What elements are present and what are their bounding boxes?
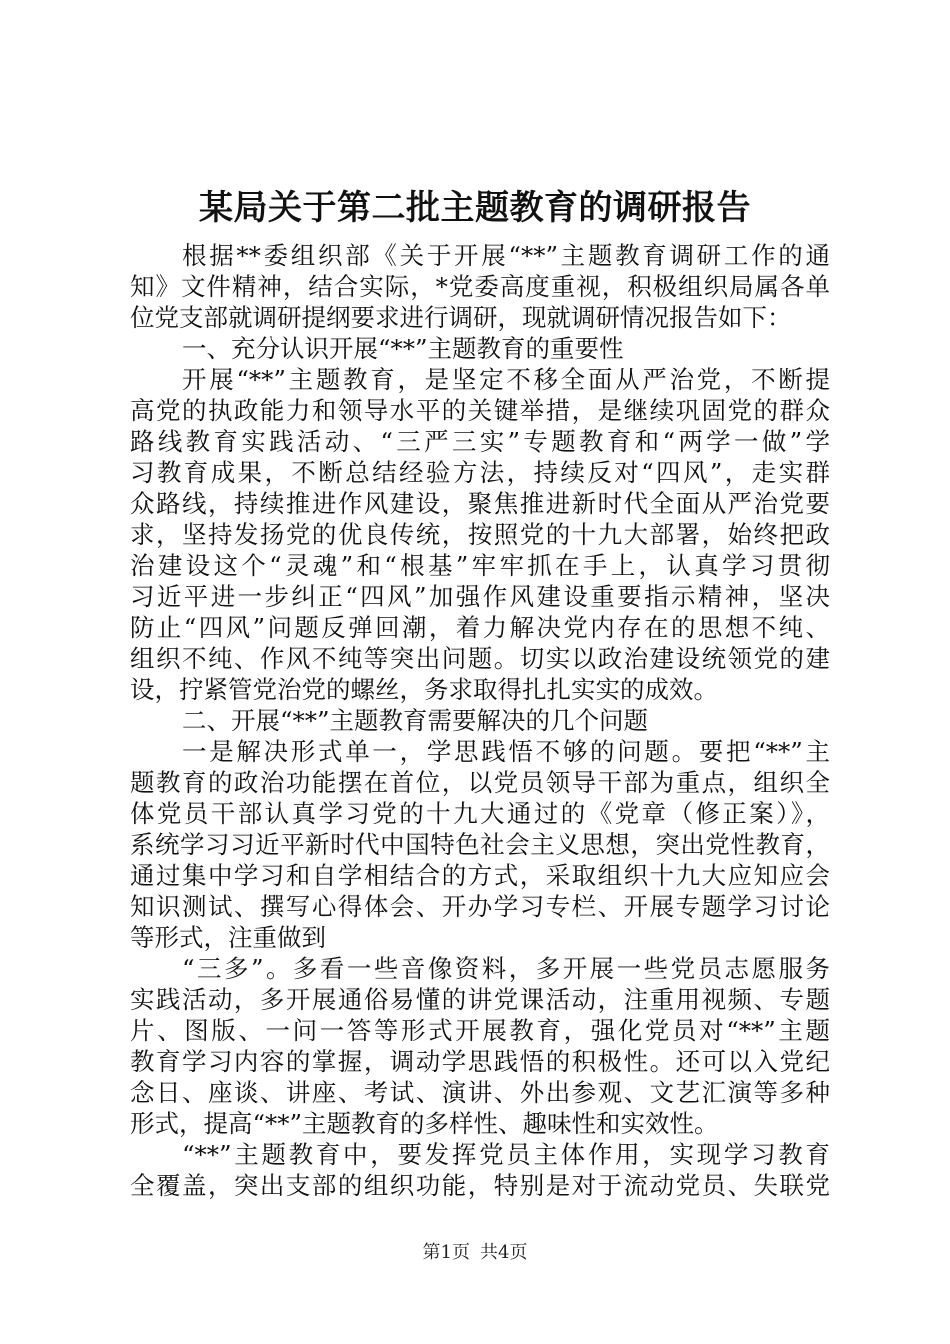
body-line: 高党的执政能力和领导水平的关键举措，是继续巩固党的群众	[130, 396, 830, 425]
body-line: 众路线，持续推进作风建设，聚焦推进新时代全面从严治党要	[130, 489, 830, 518]
section-heading: 二、开展“**”主题教育需要解决的几个问题	[182, 706, 649, 735]
document-title: 某局关于第二批主题教育的调研报告	[199, 188, 751, 228]
body-line: 习近平进一步纠正“四风”加强作风建设重要指示精神，坚决	[130, 582, 830, 611]
body-line: 一是解决形式单一，学思践悟不够的问题。要把“**”主	[182, 737, 830, 766]
body-line: 开展“**”主题教育，是坚定不移全面从严治党，不断提	[182, 365, 830, 394]
body-line: 位党支部就调研提纲要求进行调研，现就调研情况报告如下：	[130, 303, 792, 332]
body-line: 组织不纯、作风不纯等突出问题。切实以政治建设统领党的建	[130, 644, 830, 673]
body-line: 题教育的政治功能摆在首位，以党员领导干部为重点，组织全	[130, 768, 830, 797]
page-number: 第1页	[422, 1242, 470, 1263]
body-line: 系统学习习近平新时代中国特色社会主义思想，突出党性教育，	[130, 830, 830, 859]
body-line: 形式，提高“**”主题教育的多样性、趣味性和实效性。	[130, 1109, 719, 1138]
body-line: 治建设这个“灵魂”和“根基”牢牢抓在手上，认真学习贯彻	[130, 551, 830, 580]
page-footer	[0, 1241, 950, 1265]
body-line: 念日、座谈、讲座、考试、演讲、外出参观、文艺汇演等多种	[130, 1078, 830, 1107]
document-body	[130, 240, 830, 1201]
body-line: 实践活动，多开展通俗易懂的讲党课活动，注重用视频、专题	[130, 985, 830, 1014]
section-heading: 一、充分认识开展“**”主题教育的重要性	[182, 334, 624, 363]
body-line: 知识测试、撰写心得体会、开办学习专栏、开展专题学习讨论	[130, 892, 830, 921]
body-line: 知》文件精神，结合实际，*党委高度重视，积极组织局属各单	[130, 272, 830, 301]
body-line: 求，坚持发扬党的优良传统，按照党的十九大部署，始终把政	[130, 520, 830, 549]
body-line: 体党员干部认真学习党的十九大通过的《党章（修正案）》，	[130, 799, 830, 828]
body-line: 路线教育实践活动、“三严三实”专题教育和“两学一做”学	[130, 427, 830, 456]
page-total: 共4页	[480, 1242, 528, 1263]
body-line: “**”主题教育中，要发挥党员主体作用，实现学习教育	[182, 1140, 830, 1169]
body-line: 全覆盖，突出支部的组织功能，特别是对于流动党员、失联党	[130, 1171, 830, 1200]
body-line: 通过集中学习和自学相结合的方式，采取组织十九大应知应会	[130, 861, 830, 890]
body-line: 等形式，注重做到	[130, 923, 326, 952]
body-line: 防止“四风”问题反弹回潮，着力解决党内存在的思想不纯、	[130, 613, 830, 642]
body-line: 根据**委组织部《关于开展“**”主题教育调研工作的通	[182, 241, 830, 270]
body-line: “三多”。多看一些音像资料，多开展一些党员志愿服务	[182, 954, 830, 983]
body-line: 习教育成果，不断总结经验方法，持续反对“四风”，走实群	[130, 458, 830, 487]
body-line: 教育学习内容的掌握，调动学思践悟的积极性。还可以入党纪	[130, 1047, 830, 1076]
body-line: 设，拧紧管党治党的螺丝，务求取得扎扎实实的成效。	[130, 675, 718, 704]
body-line: 片、图版、一问一答等形式开展教育，强化党员对“**”主题	[130, 1016, 830, 1045]
